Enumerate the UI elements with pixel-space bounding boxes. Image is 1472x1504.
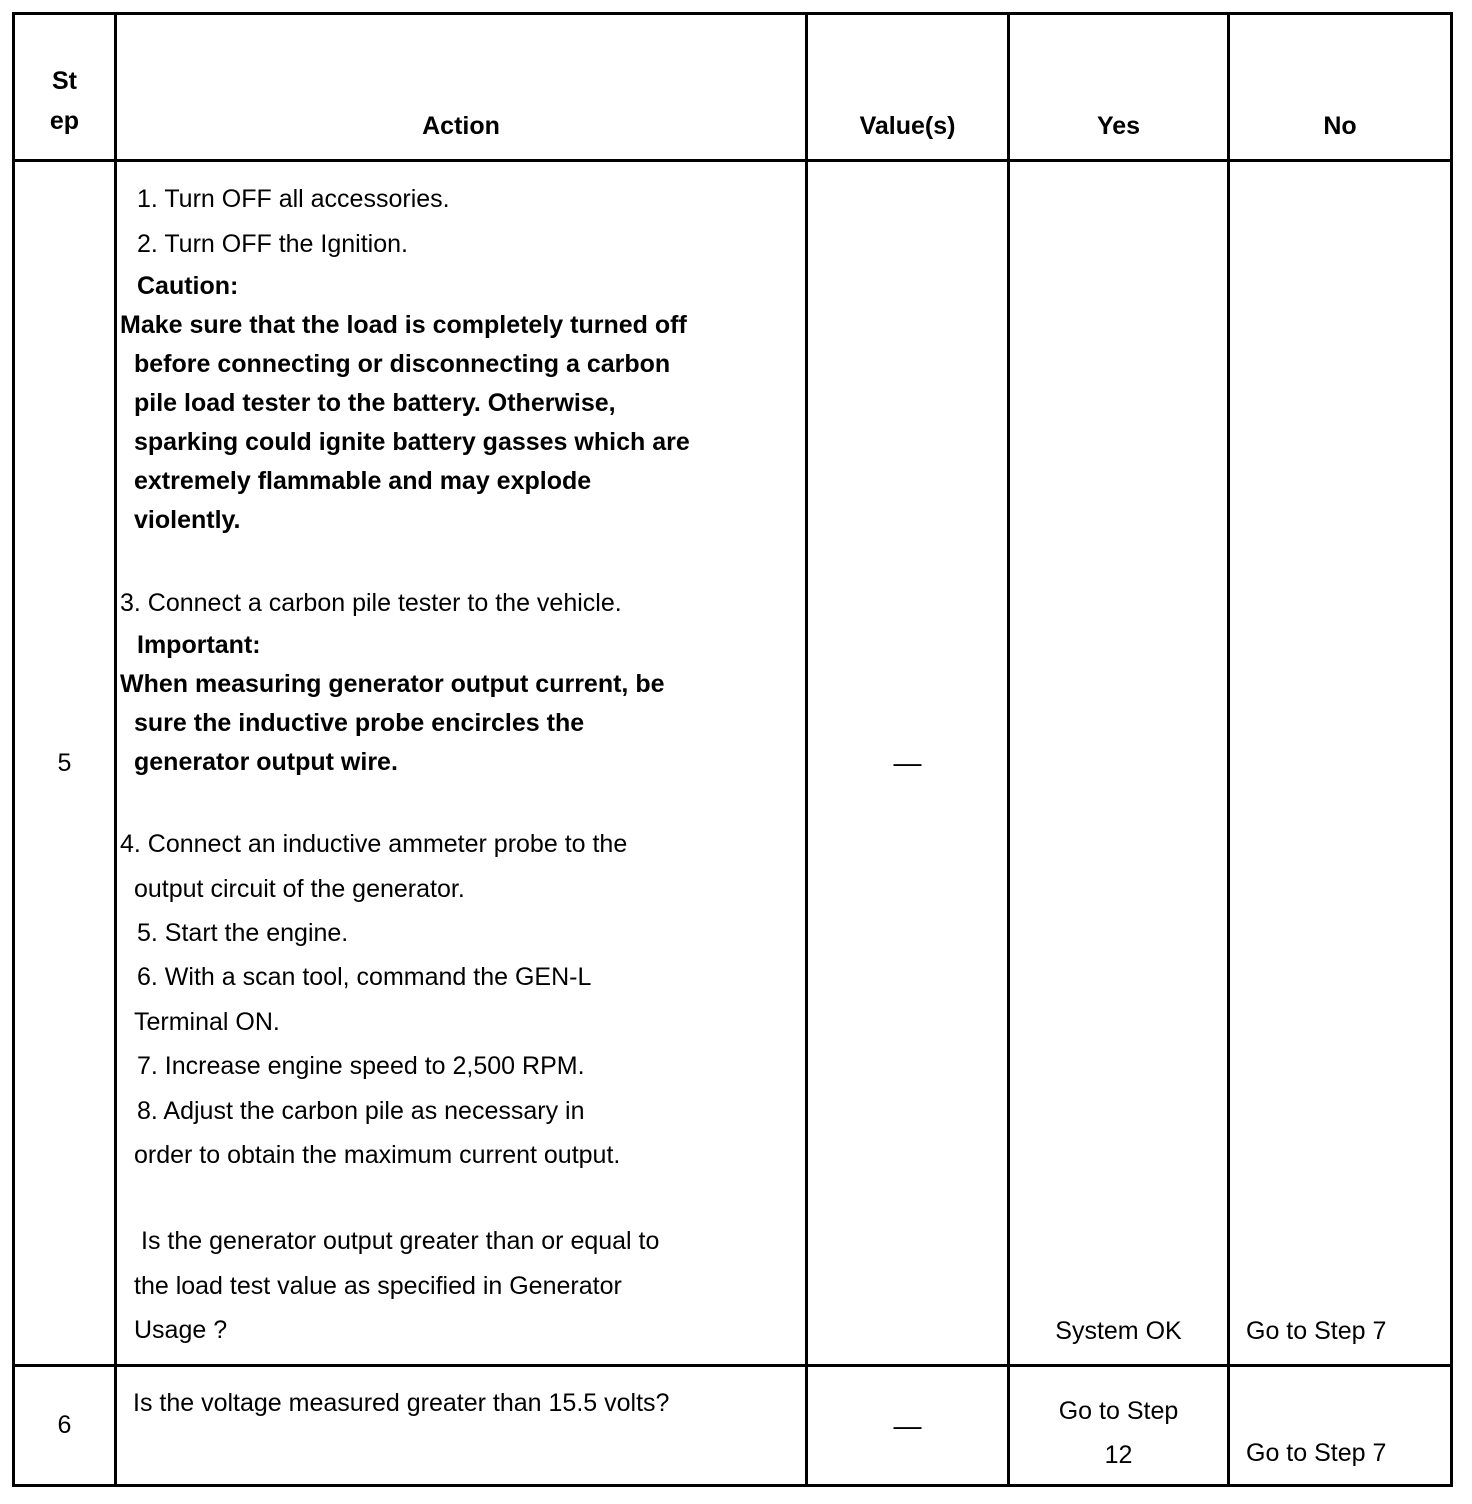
action-line: 4. Connect an inductive ammeter probe to the <box>120 830 628 858</box>
action-header: Action <box>116 14 807 161</box>
table-row <box>14 161 1452 1366</box>
value-dash: — <box>893 1409 922 1441</box>
action-line: 5. Start the engine. <box>137 919 349 947</box>
action-line: order to obtain the maximum current output. <box>134 1141 621 1169</box>
step-header-line2: ep <box>49 107 80 135</box>
action-line: output circuit of the generator. <box>134 875 465 903</box>
question-line: Is the voltage measured greater than 15.5 volts? <box>133 1389 670 1417</box>
action-line: 7. Increase engine speed to 2,500 RPM. <box>137 1052 585 1080</box>
action-line: Terminal ON. <box>134 1008 280 1036</box>
no-result: Go to Step 7 <box>1246 1439 1387 1467</box>
caution-text: Make sure that the load is completely turned off <box>120 311 687 339</box>
step-number: 6 <box>14 1366 116 1486</box>
action-line: 2. Turn OFF the Ignition. <box>137 230 408 258</box>
important-label: Important: <box>137 631 261 659</box>
header-row <box>14 14 1452 161</box>
caution-text: violently. <box>134 506 241 534</box>
table-row <box>14 1366 1452 1486</box>
step-header-line1: St <box>52 67 77 95</box>
caution-text: pile load tester to the battery. Otherwise, <box>134 389 616 417</box>
caution-text: extremely flammable and may explode <box>134 467 592 495</box>
step-header <box>14 14 116 161</box>
step-number: 5 <box>14 161 116 1366</box>
action-cell <box>116 1366 807 1486</box>
action-line: 1. Turn OFF all accessories. <box>137 185 450 213</box>
question-line: Usage ? <box>134 1316 228 1344</box>
important-text: sure the inductive probe encircles the <box>134 709 585 737</box>
yes-cell <box>1009 161 1229 1366</box>
no-cell <box>1229 1366 1452 1486</box>
no-header: No <box>1229 14 1452 161</box>
action-text <box>117 162 805 1364</box>
value-cell <box>807 1366 1009 1486</box>
value-dash: — <box>893 747 922 778</box>
no-cell <box>1229 161 1452 1366</box>
no-result: Go to Step 7 <box>1246 1317 1387 1345</box>
yes-cell <box>1009 1366 1229 1486</box>
action-cell <box>116 161 807 1366</box>
diagnostic-table <box>12 12 1453 1487</box>
caution-label: Caution: <box>137 272 239 300</box>
yes-result: System OK <box>1055 1317 1182 1345</box>
yes-result-line1: Go to Step <box>1058 1397 1179 1425</box>
values-header: Value(s) <box>807 14 1009 161</box>
important-text: generator output wire. <box>134 748 398 776</box>
action-line: 3. Connect a carbon pile tester to the vehicle. <box>120 589 622 617</box>
question-line: the load test value as specified in Generator <box>134 1272 622 1300</box>
question-line: Is the generator output greater than or equal to <box>141 1227 660 1255</box>
yes-result <box>1010 1367 1227 1477</box>
value-cell <box>807 161 1009 1366</box>
action-line: 8. Adjust the carbon pile as necessary in <box>137 1097 585 1125</box>
important-text: When measuring generator output current, be <box>120 670 665 698</box>
caution-text: sparking could ignite battery gasses which are <box>134 428 690 456</box>
caution-text: before connecting or disconnecting a carbon <box>134 350 671 378</box>
yes-header: Yes <box>1009 14 1229 161</box>
yes-result-line2: 12 <box>1104 1441 1133 1469</box>
action-line: 6. With a scan tool, command the GEN-L <box>137 963 592 991</box>
